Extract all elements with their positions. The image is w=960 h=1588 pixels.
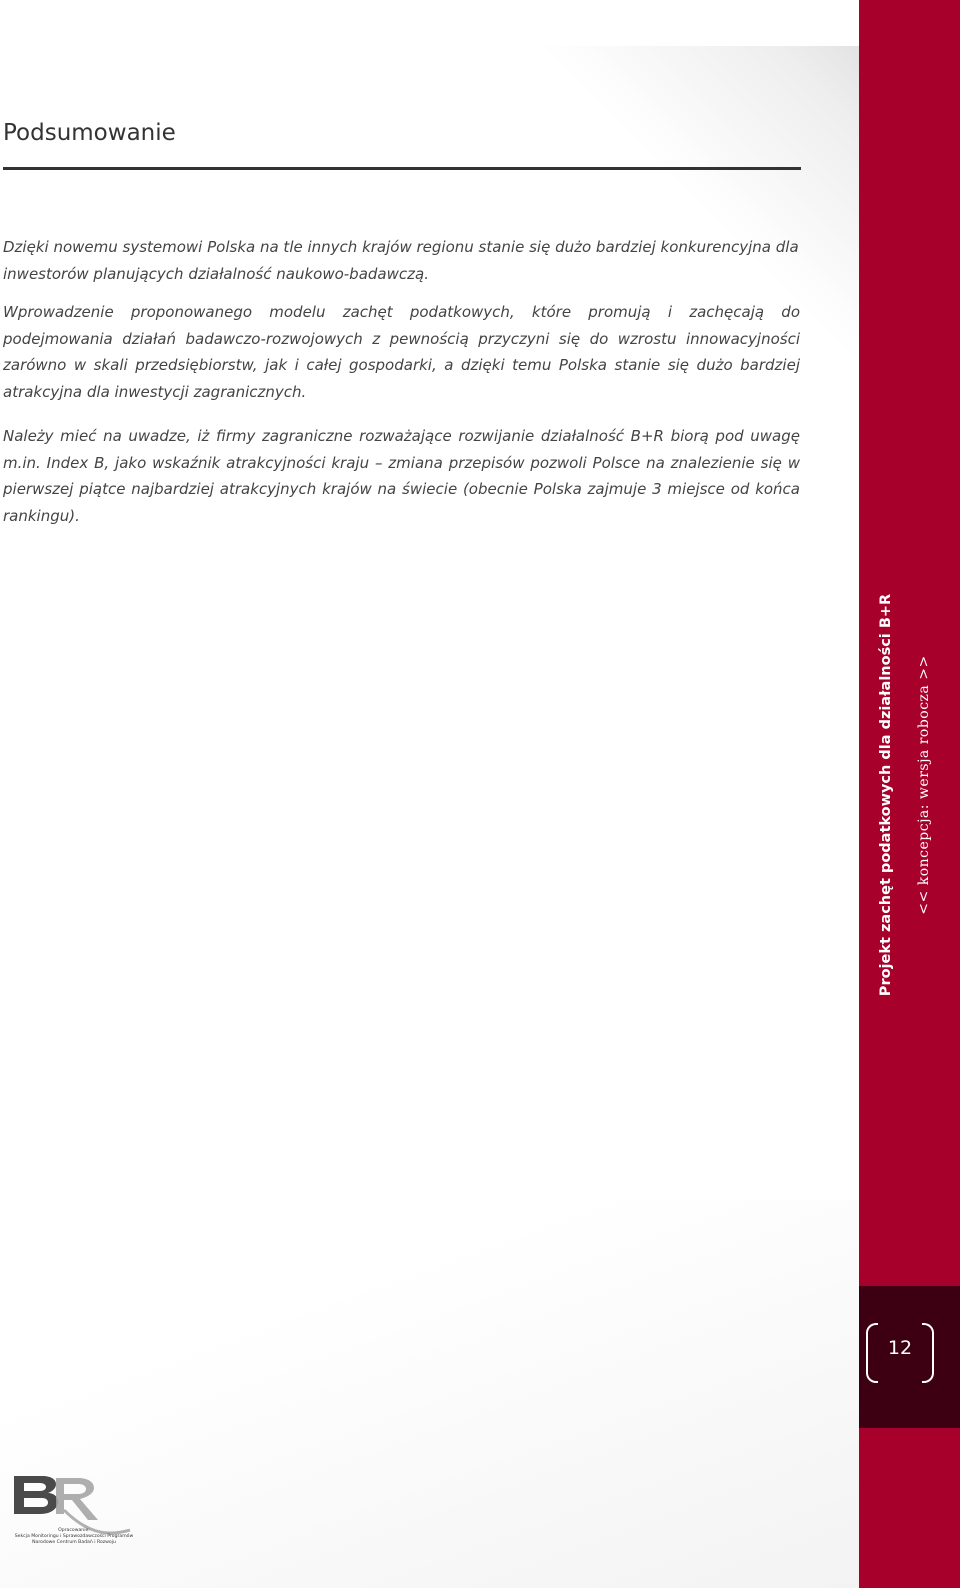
logo-caption-2: Sekcja Monitoringu i Sprawozdawczości Programów <box>14 1534 134 1539</box>
paragraph-2: Wprowadzenie proponowanego modelu zachęt podatkowych, które promują i zachęcają do podejmowania działań badawczo-rozwojowych z pewnością przyczyni się do wzrostu innowacyjności zarówno w skali przedsiębiorstw, jak i całej gospodarki, a dzięki temu Polska stanie się dużo bardziej atrakcyjna dla inwestycji zagranicznych. <box>3 303 800 401</box>
title-divider <box>3 167 801 170</box>
logo-caption-3: Narodowe Centrum Badań i Rozwoju <box>32 1540 116 1545</box>
paragraph-3: Należy mieć na uwadze, iż firmy zagraniczne rozważające rozwijanie działalność B+R biorą pod uwagę m.in. Index B, jako wskaźnik atrakcyjności kraju – zmiana przepisów pozwoli Polsce na znalezienie się w pierwszej piątce najbardziej atrakcyjnych krajów na świecie (obecnie Polska zajmuje 3 miejsce od końca rankingu). <box>3 427 800 525</box>
top-margin <box>0 0 859 46</box>
logo-caption-1: Opracowanie: <box>58 1528 90 1533</box>
br-logo <box>4 1470 144 1554</box>
paragraph-1: Dzięki nowemu systemowi Polska na tle innych krajów regionu stanie się dużo bardziej konkurencyjna dla inwestorów planujących działalność naukowo-badawczą. <box>3 238 799 283</box>
sidebar-subtitle: << koncepcja: wersja robocza >> <box>916 655 932 915</box>
page-number: 12 <box>887 1337 913 1359</box>
page-number-box <box>866 1323 934 1381</box>
right-brace-icon <box>922 1323 934 1383</box>
sidebar-title: Projekt zachęt podatkowych dla działalności B+R <box>878 593 894 997</box>
page-title: Podsumowanie <box>3 120 176 146</box>
